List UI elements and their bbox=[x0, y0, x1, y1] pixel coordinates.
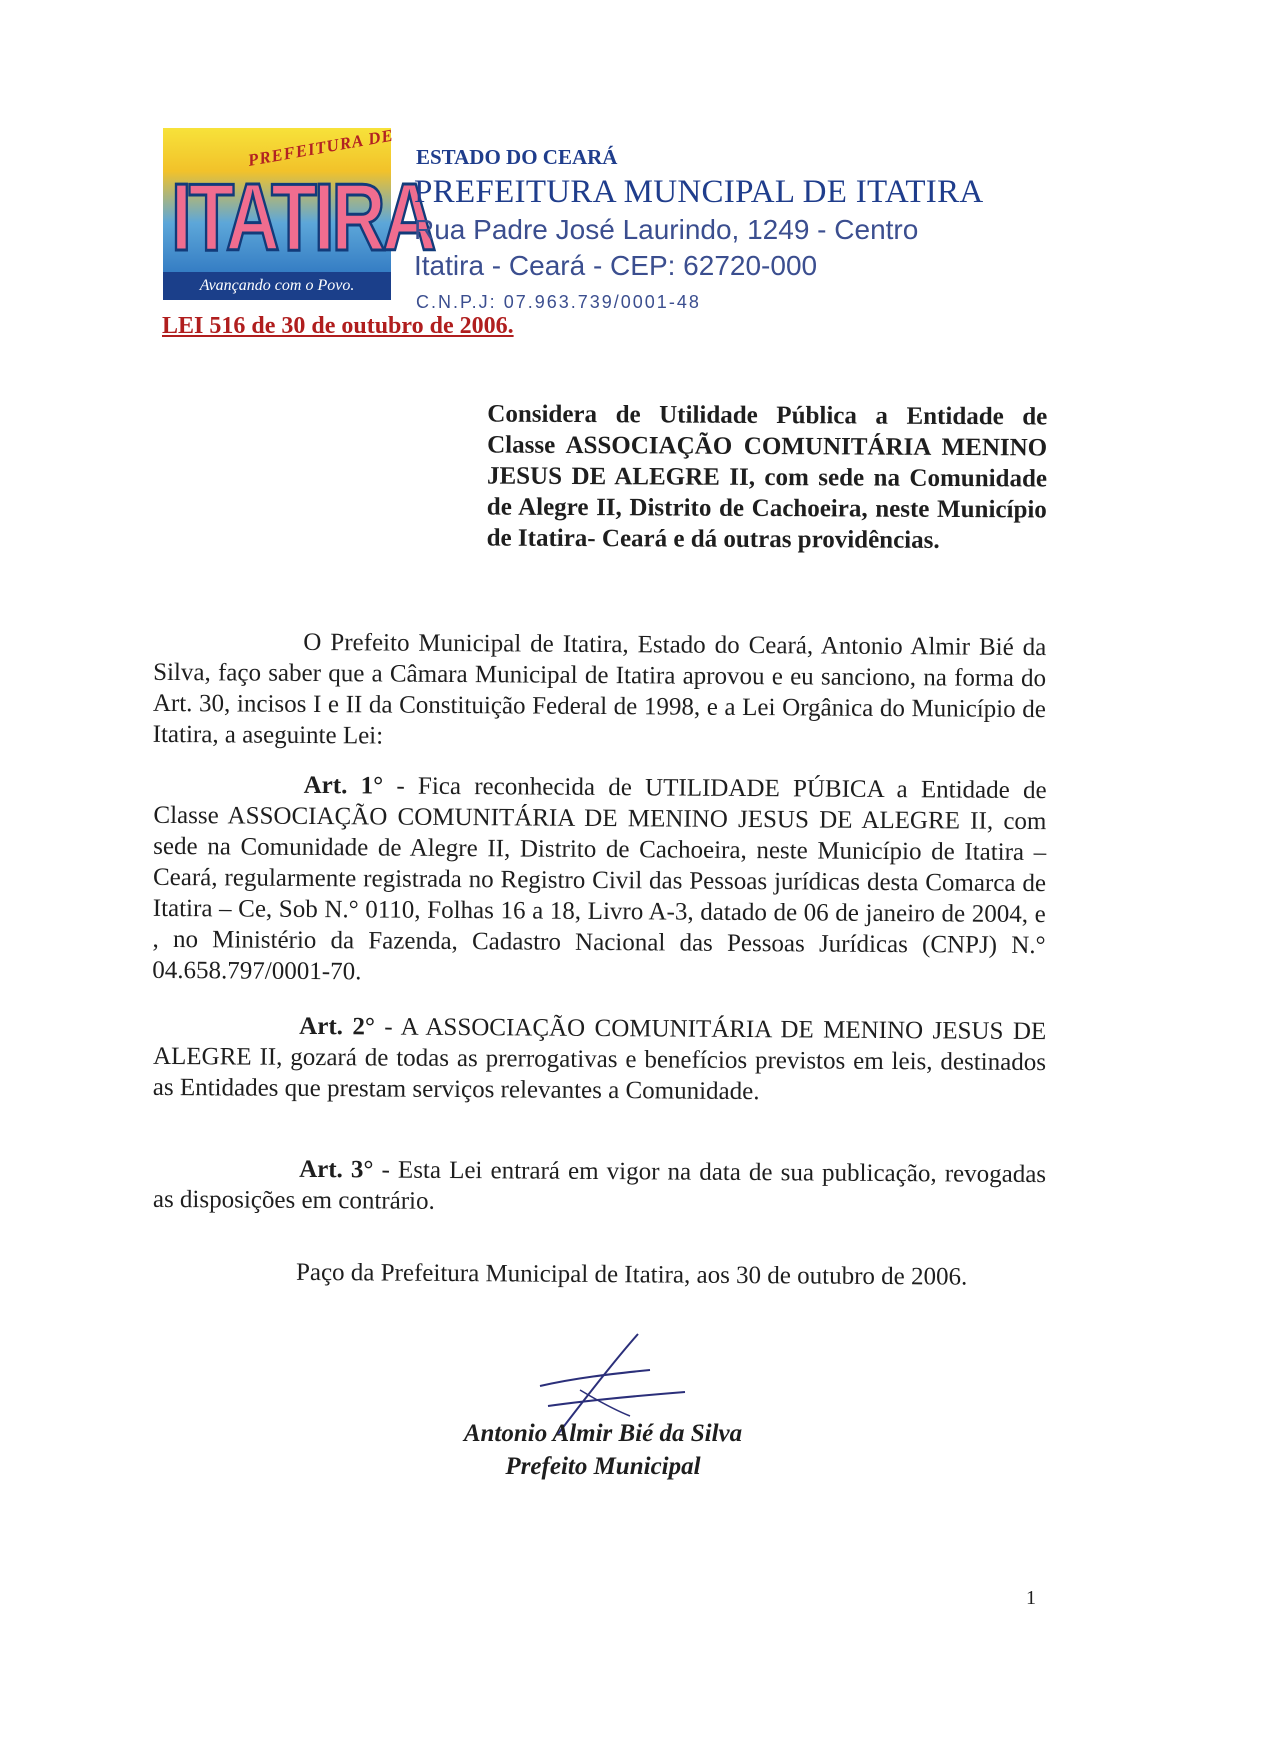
article-3-label: Art. 3° bbox=[299, 1155, 374, 1184]
article-2-text: - A ASSOCIAÇÃO COMUNITÁRIA DE MENINO JESUS DE ALEGRE II, gozará de todas as prerrogativas e benefícios previstos em leis, destinados as Entidades que prestam serviços relevantes a Comunidade. bbox=[152, 1013, 1047, 1106]
page-number: 1 bbox=[1026, 1587, 1036, 1609]
municipality-logo bbox=[163, 125, 434, 300]
logo-slogan: Avançando com o Povo. bbox=[163, 272, 391, 300]
logo-prefeitura-text: PREFEITURA DE bbox=[246, 125, 396, 170]
article-2 bbox=[153, 1010, 1047, 1109]
header-address-line1: Rua Padre José Laurindo, 1249 - Centro bbox=[414, 214, 919, 245]
law-summary: Considera de Utilidade Pública a Entidade de Classe ASSOCIAÇÃO COMUNITÁRIA MENINO JESUS DE ALEGRE II, com sede na Comunidade de Alegre II, Distrito de Cachoeira, neste Município de Itatira- Ceará e dá outras providências. bbox=[486, 400, 1048, 554]
header-estado: ESTADO DO CEARÁ bbox=[416, 145, 618, 169]
signer-role: Prefeito Municipal bbox=[505, 1453, 701, 1480]
header-address-line2: Itatira - Ceará - CEP: 62720-000 bbox=[414, 250, 818, 281]
signer-name: Antonio Almir Bié da Silva bbox=[463, 1420, 743, 1447]
logo-itatira-text: ITATIRA bbox=[171, 164, 434, 271]
article-3 bbox=[153, 1153, 1046, 1221]
article-2-label: Art. 2° bbox=[299, 1012, 375, 1041]
article-1-text: - Fica reconhecida de UTILIDADE PÚBICA a Entidade de Classe ASSOCIAÇÃO COMUNITÁRIA DE MENINO JESUS DE ALEGRE II, com sede na Comunidade de Alegre II, Distrito de Cachoeira, neste Município de Itatira – Ceará, regularmente registrada no Registro Civil das Pessoas jurídicas desta Comarca de Itatira – Ce, Sob N.° 0110, Folhas 16 a 18, Livro A-3, datado de 06 de janeiro de 2004, e , no Ministério da Fazenda, Cadastro Nacional das Pessoas Jurídicas (CNPJ) N.° 04.658.797/0001-70. bbox=[152, 772, 1047, 986]
preamble-paragraph: O Prefeito Municipal de Itatira, Estado do Ceará, Antonio Almir Bié da Silva, faço saber que a Câmara Municipal de Itatira aprovou e eu sanciono, na forma do Art. 30, incisos I e II da Constituição Federal de 1998, e a Lei Orgânica do Município de Itatira, a aseguinte Lei: bbox=[152, 628, 1047, 750]
law-title: LEI 516 de 30 de outubro de 2006. bbox=[162, 313, 514, 339]
article-1-label: Art. 1° bbox=[303, 771, 384, 800]
article-3-text: - Esta Lei entrará em vigor na data de sua publicação, revogadas as disposições em contrário. bbox=[152, 1156, 1047, 1215]
article-1 bbox=[152, 769, 1046, 992]
closing-paragraph: Paço da Prefeitura Municipal de Itatira, aos 30 de outubro de 2006. bbox=[295, 1258, 968, 1291]
header-cnpj: C.N.P.J: 07.963.739/0001-48 bbox=[416, 292, 701, 312]
header-prefeitura: PREFEITURA MUNCIPAL DE ITATIRA bbox=[414, 174, 984, 210]
